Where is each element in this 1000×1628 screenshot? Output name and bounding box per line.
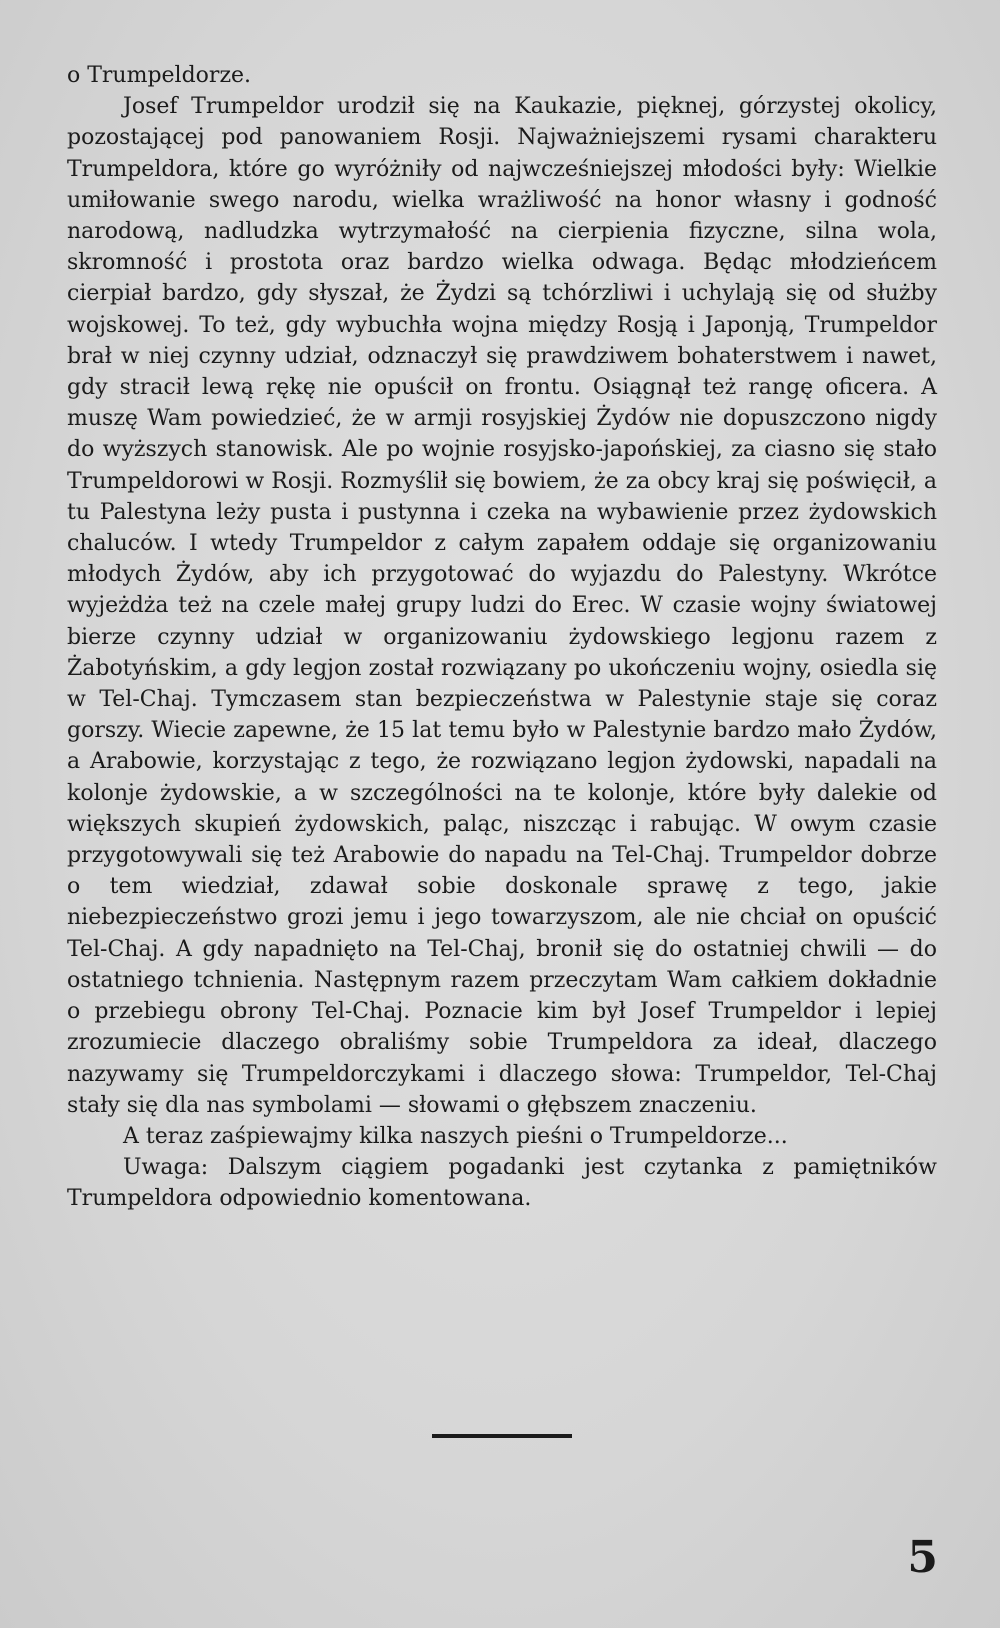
section-divider: [432, 1434, 572, 1438]
paragraph-main: Josef Trumpeldor urodził się na Kaukazie, pięknej, górzystej okolicy, pozostającej pod panowaniem Rosji. Najważniejszemi rysami charakteru Trumpeldora, które go wyróżniły od najwcześniejszej młodości były: Wielkie umiłowanie swego narodu, wielka wrażliwość na honor własny i godność narodową, nadludzka wytrzymałość na cierpienia fizyczne, silna wola, skromność i prostota oraz bardzo wielka odwaga. Będąc młodzieńcem cierpiał bardzo, gdy słyszał, że Żydzi są tchórzliwi i uchylają się od służby wojskowej. To też, gdy wybuchła wojna między Rosją i Japonją, Trumpeldor brał w niej czynny udział, odznaczył się prawdziwem bohaterstwem i nawet, gdy stracił lewą rękę nie opuścił on frontu. Osiągnął też rangę oficera. A muszę Wam powiedzieć, że w armji rosyjskiej Żydów nie dopuszczono nigdy do wyższych stanowisk. Ale po wojnie rosyjsko-japońskiej, za ciasno się stało Trumpeldorowi w Rosji. Rozmyślił się bowiem, że za obcy kraj się poświęcił, a tu Palestyna leży pusta i pustynna i czeka na wybawienie przez żydowskich chaluców. I wtedy Trumpeldor z całym zapałem oddaje się organizowaniu młodych Żydów, aby ich przygotować do wyjazdu do Palestyny. Wkrótce wyjeżdża też na czele małej grupy ludzi do Erec. W czasie wojny światowej bierze czynny udział w organizowaniu żydowskiego legjonu razem z Żabotyńskim, a gdy legjon został rozwiązany po ukończeniu wojny, osiedla się w Tel-Chaj. Tymczasem stan bezpieczeństwa w Palestynie staje się coraz gorszy. Wiecie zapewne, że 15 lat temu było w Palestynie bardzo mało Żydów, a Arabowie, korzystając z tego, że rozwiązano legjon żydowski, napadali na kolonje żydowskie, a w szczególności na te kolonje, które były dalekie od większych skupień żydowskich, paląc, niszcząc i rabując. W owym czasie przygotowywali się też Arabowie do napadu na Tel-Chaj. Trumpeldor dobrze o tem wiedział, zdawał sobie doskonale sprawę z tego, jakie niebezpieczeństwo grozi jemu i jego towarzyszom, ale nie chciał on opuścić Tel-Chaj. A gdy napadnięto na Tel-Chaj, bronił się do ostatniej chwili — do ostatniego tchnienia. Następnym razem przeczytam Wam całkiem dokładnie o przebiegu obrony Tel-Chaj. Poznacie kim był Josef Trumpeldor i lepiej zrozumiecie dlaczego obraliśmy sobie Trumpeldora za ideał, dlaczego nazywamy się Trumpeldorczykami i dlaczego słowa: Trumpeldor, Tel-Chaj stały się dla nas symbolami — słowami o głębszem znaczeniu.: [67, 94, 937, 1118]
page-number: 5: [907, 1532, 938, 1583]
paragraph-song: A teraz zaśpiewajmy kilka naszych pieśni o Trumpeldorze...: [123, 1123, 788, 1149]
opening-line: o Trumpeldorze.: [67, 63, 252, 88]
body-text: [67, 60, 937, 1215]
paragraph-note: Uwaga: Dalszym ciągiem pogadanki jest czytanka z pamiętników Trumpeldora odpowiednio komentowana.: [67, 1155, 937, 1212]
